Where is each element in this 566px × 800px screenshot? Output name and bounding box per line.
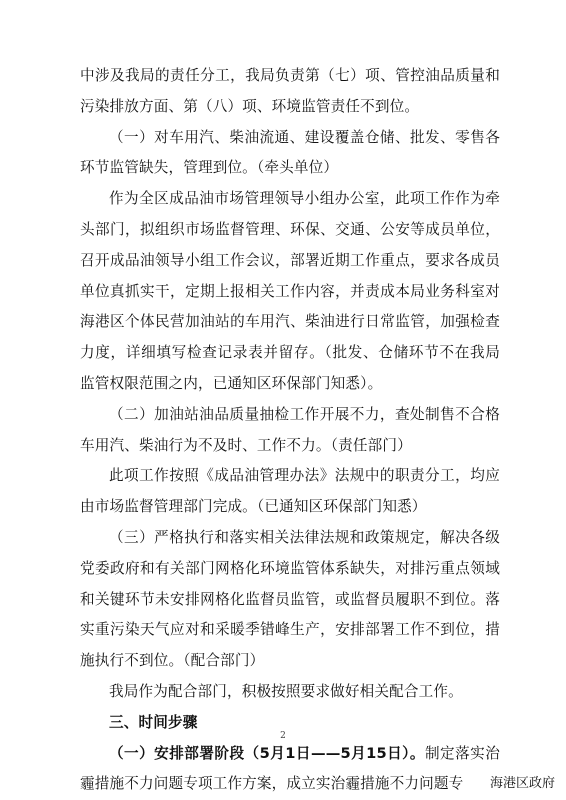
paragraph-item-one: （一）对车用汽、柴油流通、建设覆盖仓储、批发、零售各环节监管缺失，管理到位。（牵头单位） bbox=[80, 128, 500, 177]
phase-one-bold-lead: （一）安排部署阶段（5月1日——5月15日）。 bbox=[109, 744, 425, 762]
section-heading: 三、时间步骤 bbox=[109, 713, 198, 731]
document-body bbox=[80, 61, 500, 800]
paragraph-responsibility-intro: 中涉及我局的责任分工，我局负责第（七）项、管控油品质量和污染排放方面、第（八）项、环境监管责任不到位。 bbox=[80, 67, 500, 115]
paragraph-phase-one bbox=[80, 739, 500, 800]
source-watermark: 海港区政府 bbox=[489, 776, 555, 791]
paragraph-item-two-detail: 此项工作按照《成品油管理办法》法规中的职责分工，均应由市场监督管理部门完成。（已通知区环保部门知悉） bbox=[80, 467, 500, 516]
paragraph-item-three: （三）严格执行和落实相关法律法规和政策规定，解决各级党委政府和有关部门网格化环境监管体系缺失，对排污重点领域和关键环节未安排网格化监督员监管，或监督员履职不到位。落实重污染天气应对和采暖季错峰生产，安排部署工作不到位，措施执行不到位。（配合部门） bbox=[80, 528, 500, 670]
phase-one-text: 制定落实治霾措施不力问题专项工作方案，成立实治霾措施不力问题专 bbox=[80, 744, 500, 793]
paragraph-item-two: （二）加油站油品质量抽检工作开展不力，查处制售不合格车用汽、柴油行为不及时、工作不力。（责任部门） bbox=[80, 405, 500, 454]
page-number: 2 bbox=[280, 731, 286, 741]
paragraph-item-three-detail: 我局作为配合部门，积极按照要求做好相关配合工作。 bbox=[109, 682, 463, 700]
paragraph-item-one-detail: 作为全区成品油市场管理领导小组办公室，此项工作作为牵头部门，拟组织市场监督管理、环保、交通、公安等成员单位，召开成品油领导小组工作会议，部署近期工作重点，要求各成员单位真抓实干，定期上报相关工作内容，并责成本局业务科室对海港区个体民营加油站的车用汽、柴油进行日常监管，加强检查力度，详细填写检查记录表并留存。（批发、仓储环节不在我局监管权限范围之内，已通知区环保部门知悉）。 bbox=[80, 190, 500, 392]
